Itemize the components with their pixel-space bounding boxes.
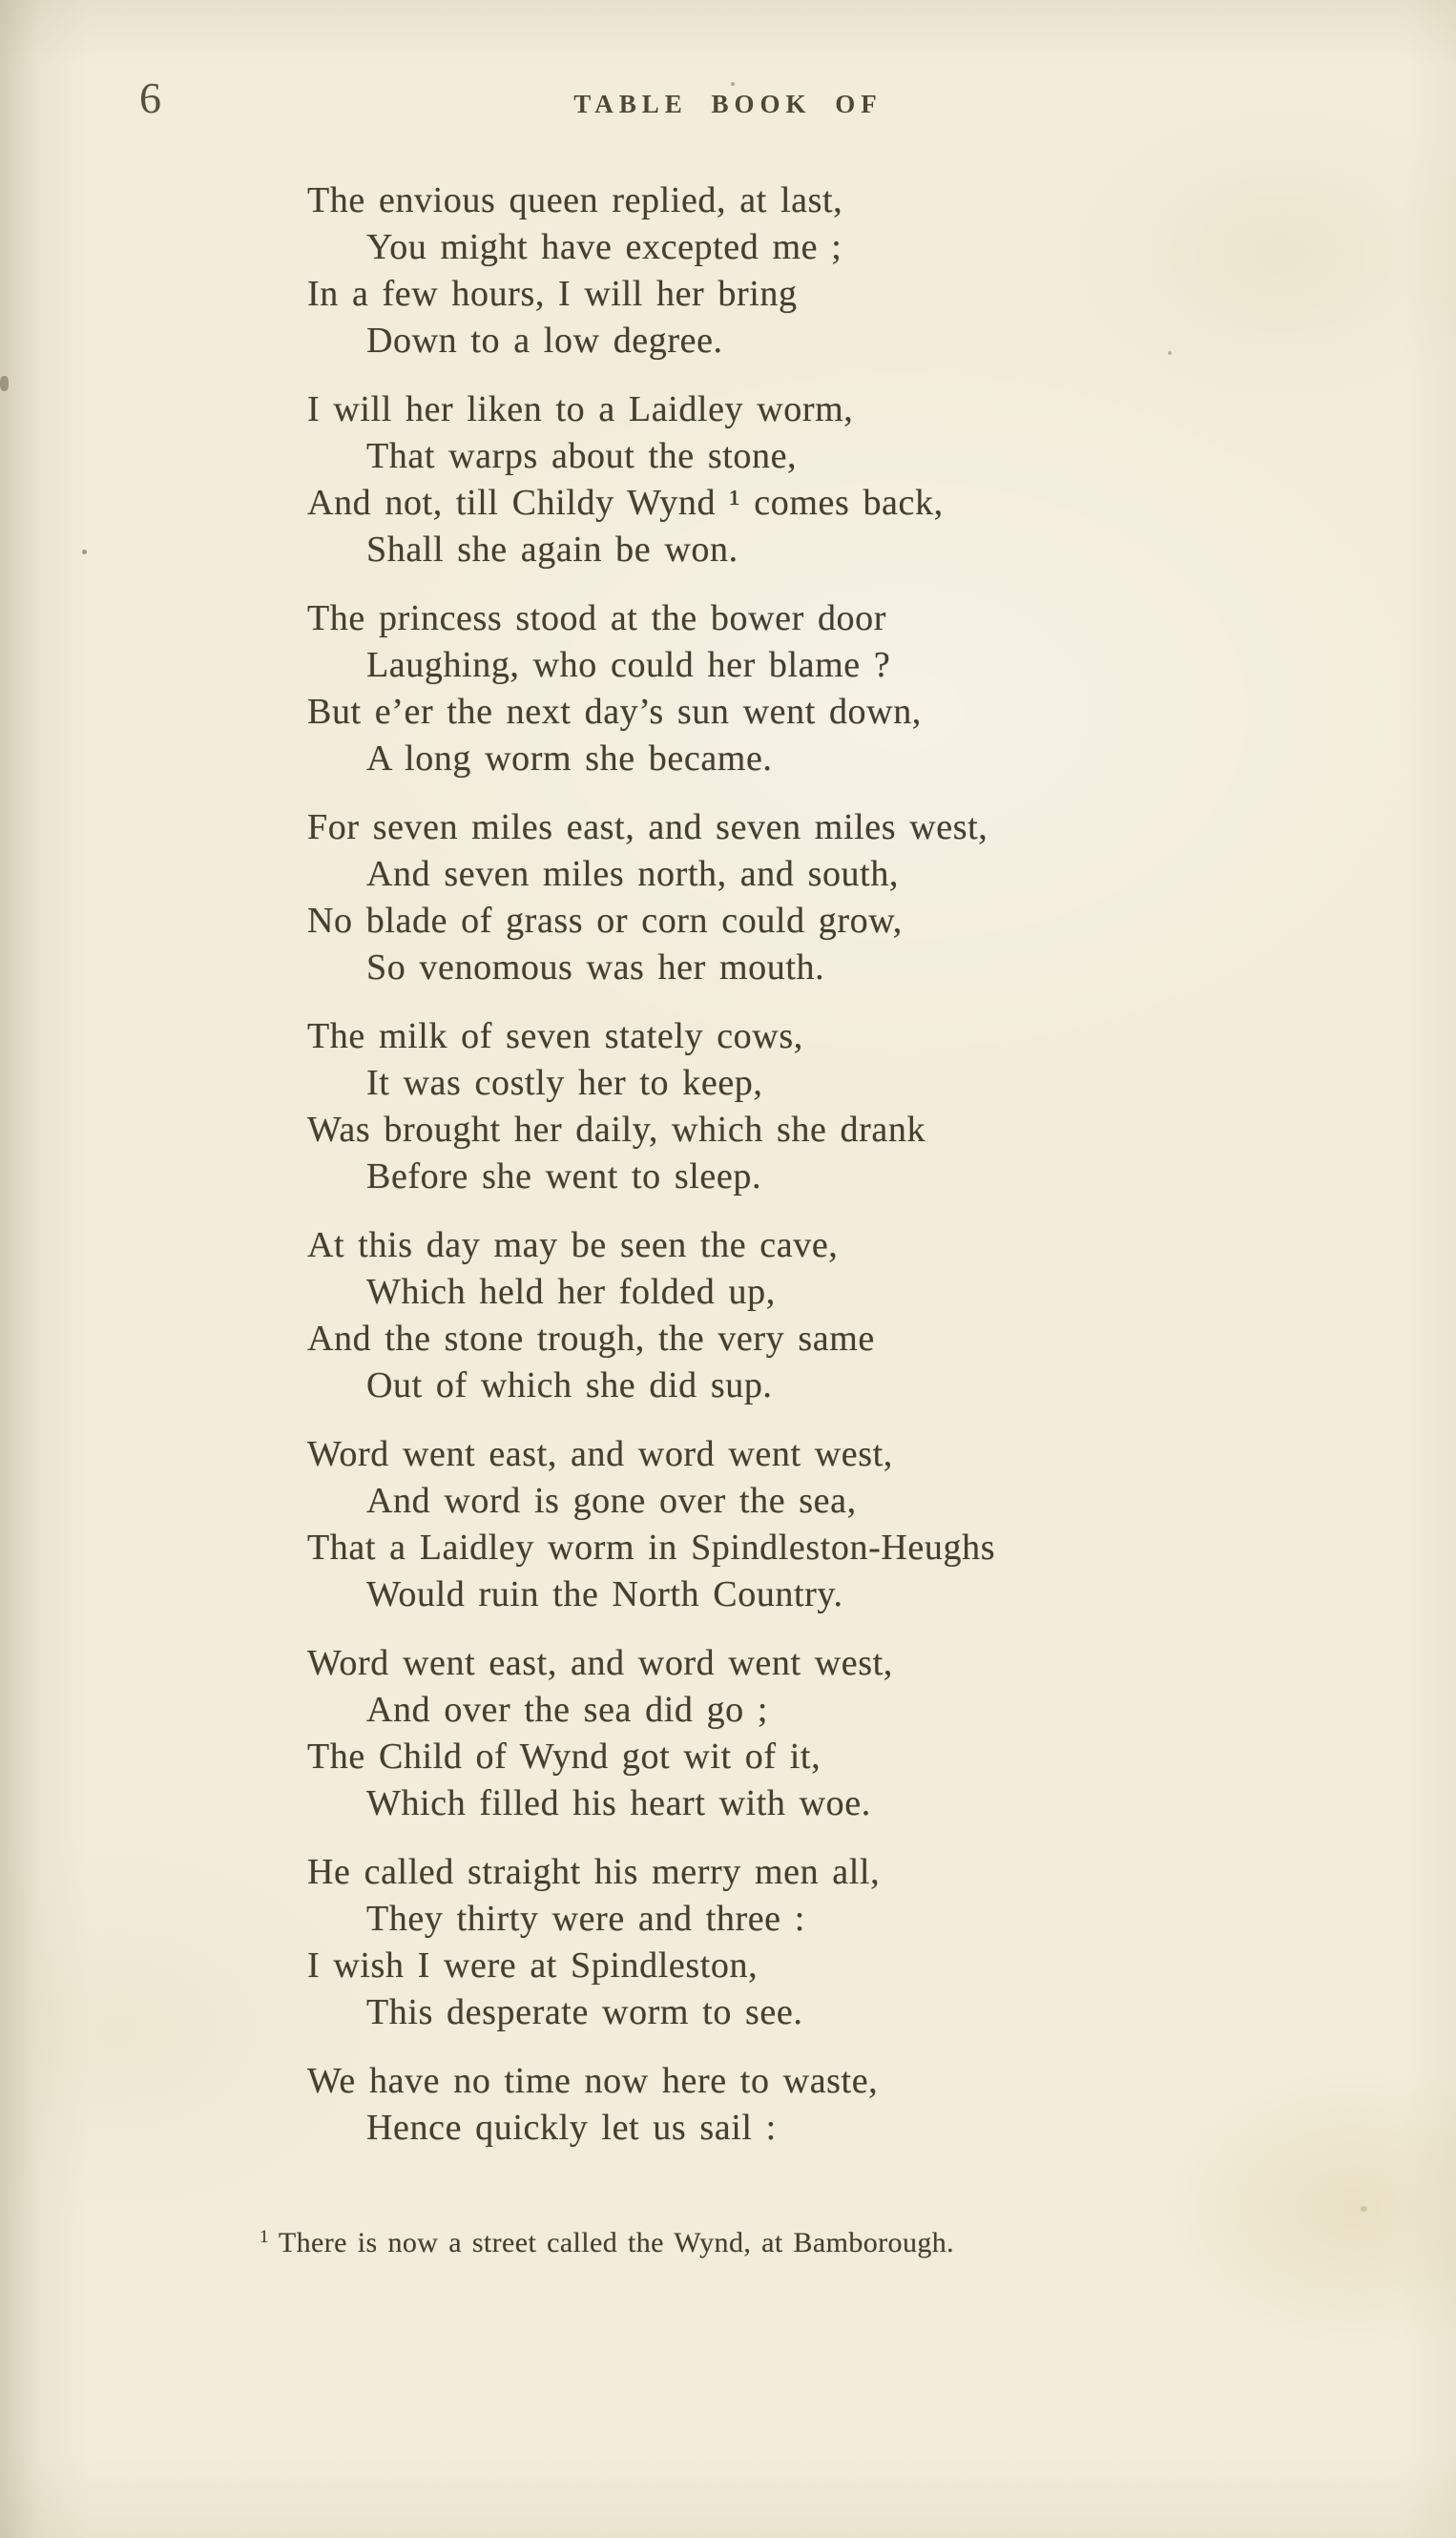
poem-line: And the stone trough, the very same <box>307 1319 875 1359</box>
stanza <box>307 1849 1223 2036</box>
poem-line: Out of which she did sup. <box>366 1365 773 1405</box>
poem-line: A long worm she became. <box>366 739 773 779</box>
stanza <box>307 1640 1223 1827</box>
paper-speck <box>0 376 9 391</box>
poem-line: Word went east, and word went west, <box>307 1434 893 1474</box>
poem-line-with-footnote-ref: And not, till Childy Wynd ¹ comes back, <box>307 483 944 523</box>
poem-line: For seven miles east, and seven miles west, <box>307 807 988 847</box>
poem-line: Laughing, who could her blame ? <box>366 645 891 685</box>
poem-line: Word went east, and word went west, <box>307 1643 893 1683</box>
page-number: 6 <box>139 73 161 122</box>
stanza <box>307 386 1223 573</box>
paper-speck <box>1361 2206 1367 2212</box>
poem-line: Shall she again be won. <box>366 530 738 570</box>
poem-line: They thirty were and three : <box>366 1899 805 1939</box>
running-header: TABLE BOOK OF <box>573 90 883 118</box>
stanza <box>307 804 1223 991</box>
poem-line: No blade of grass or corn could grow, <box>307 901 903 941</box>
poem-line: Down to a low degree. <box>366 321 723 361</box>
poem-line: This desperate worm to see. <box>366 1992 803 2032</box>
poem-line: That warps about the stone, <box>366 436 798 476</box>
poem-line: In a few hours, I will her bring <box>307 274 798 314</box>
poem-line: I will her liken to a Laidley worm, <box>307 389 854 429</box>
paper-speck <box>82 550 87 554</box>
poem-line: The milk of seven stately cows, <box>307 1016 803 1056</box>
stanza <box>307 2058 1223 2152</box>
poem-line: The Child of Wynd got wit of it, <box>307 1737 822 1777</box>
stanza <box>307 177 1223 364</box>
stanza <box>307 1431 1223 1618</box>
poem-line: It was costly her to keep, <box>366 1063 763 1103</box>
poem-line: Hence quickly let us sail : <box>366 2108 777 2148</box>
stanza <box>307 1013 1223 1200</box>
stanza <box>307 1222 1223 1409</box>
poem-line: Before she went to sleep. <box>366 1156 762 1196</box>
paper-speck <box>1168 351 1172 355</box>
poem-line: You might have excepted me ; <box>366 227 842 267</box>
poem-line: The envious queen replied, at last, <box>307 180 843 220</box>
poem-line: And over the sea did go ; <box>366 1690 769 1730</box>
poem <box>307 177 1223 2174</box>
poem-line: Which filled his heart with woe. <box>366 1783 871 1823</box>
poem-line: That a Laidley worm in Spindleston-Heughs <box>307 1528 996 1568</box>
poem-line: And word is gone over the sea, <box>366 1481 857 1521</box>
poem-line: And seven miles north, and south, <box>366 854 900 894</box>
poem-line: But e’er the next day’s sun went down, <box>307 692 922 732</box>
poem-line: Would ruin the North Country. <box>366 1574 843 1614</box>
footnote-marker: 1 <box>260 2227 269 2247</box>
poem-line: I wish I were at Spindleston, <box>307 1945 759 1986</box>
stanza <box>307 595 1223 782</box>
poem-line: Was brought her daily, which she drank <box>307 1110 926 1150</box>
poem-line: We have no time now here to waste, <box>307 2061 879 2101</box>
poem-line: He called straight his merry men all, <box>307 1852 881 1892</box>
footnote <box>260 2227 954 2259</box>
poem-line: The princess stood at the bower door <box>307 598 887 638</box>
poem-line: So venomous was her mouth. <box>366 947 825 988</box>
poem-line: Which held her folded up, <box>366 1272 776 1312</box>
poem-line: At this day may be seen the cave, <box>307 1225 839 1265</box>
paper-speck <box>731 82 735 86</box>
footnote-text: There is now a street called the Wynd, at Bamborough. <box>278 2227 955 2258</box>
